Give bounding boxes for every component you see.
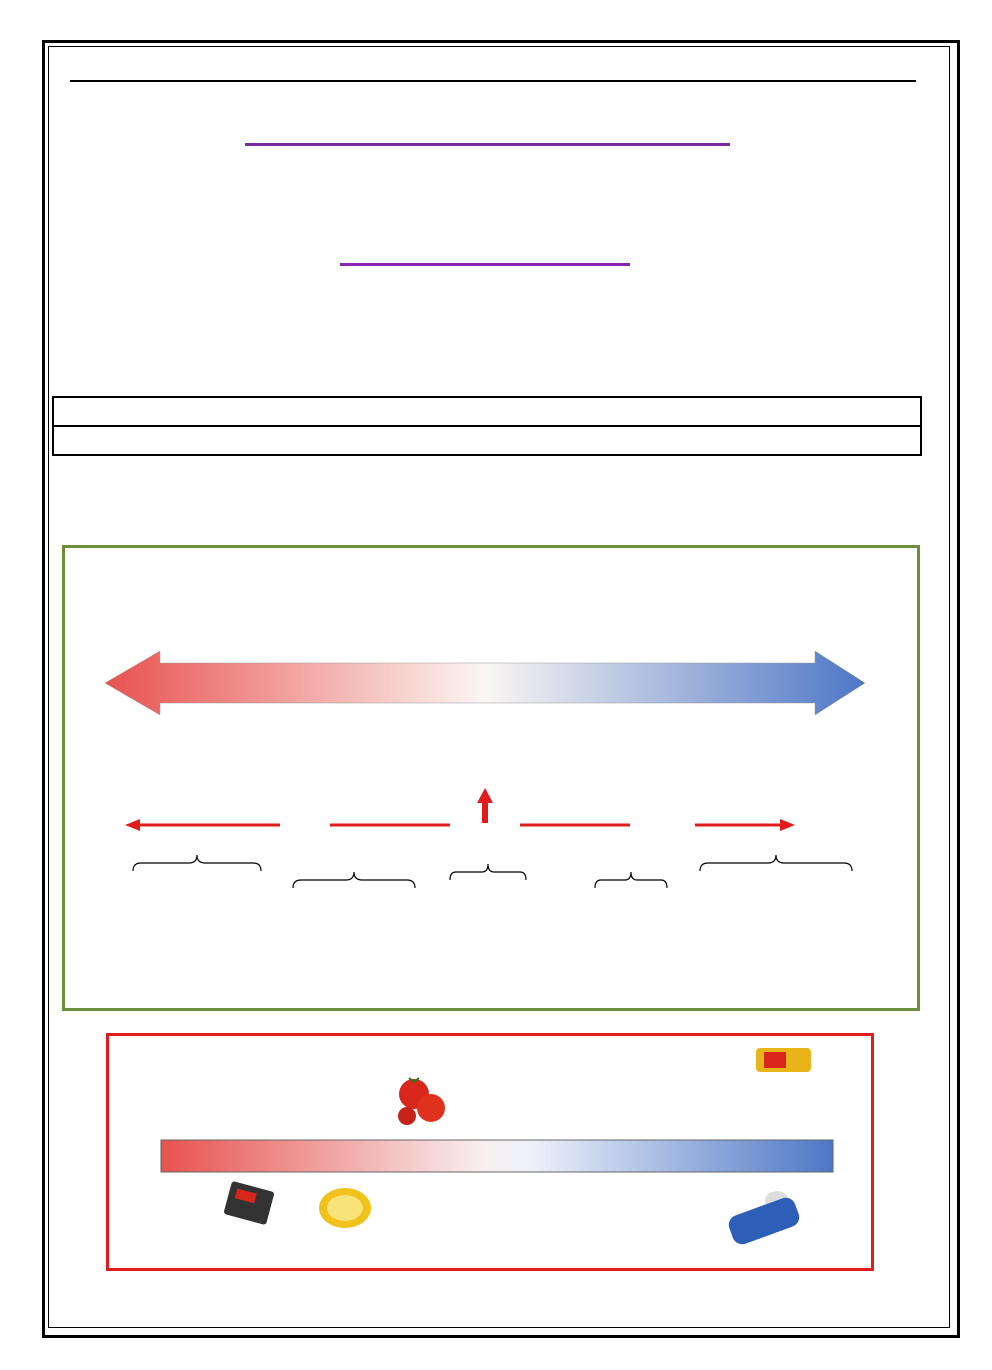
neutral-brace — [450, 864, 526, 880]
ph-row-label — [53, 397, 921, 426]
weak-base-brace — [595, 872, 667, 888]
strong-base-brace — [700, 855, 852, 871]
title-underline — [245, 143, 730, 146]
lemon-icon — [319, 1188, 371, 1228]
ph-poh-table — [52, 396, 922, 456]
header-rule — [70, 80, 916, 82]
base-increase-arrowhead — [780, 819, 795, 831]
ph-row — [53, 397, 921, 426]
cleaner-can-icon — [756, 1048, 811, 1072]
acid-increase-arrowhead — [125, 819, 140, 831]
strong-acid-brace — [133, 855, 261, 871]
poh-row — [53, 426, 921, 455]
ph-scale-figure — [62, 545, 920, 1011]
everyday-ph-figure — [106, 1033, 874, 1271]
poh-row-label — [53, 426, 921, 455]
neutral-up-arrow — [477, 788, 493, 823]
everyday-ph-svg — [109, 1036, 871, 1268]
ph-scale-svg — [65, 548, 917, 1008]
tomato-icon — [398, 1078, 445, 1125]
magnesia-bottle-icon — [726, 1191, 802, 1247]
battery-icon — [223, 1181, 274, 1225]
section-title-underline — [340, 263, 630, 266]
weak-acid-brace — [293, 872, 415, 888]
ph-scale-arrow — [105, 651, 865, 715]
ph-bar — [161, 1140, 833, 1172]
